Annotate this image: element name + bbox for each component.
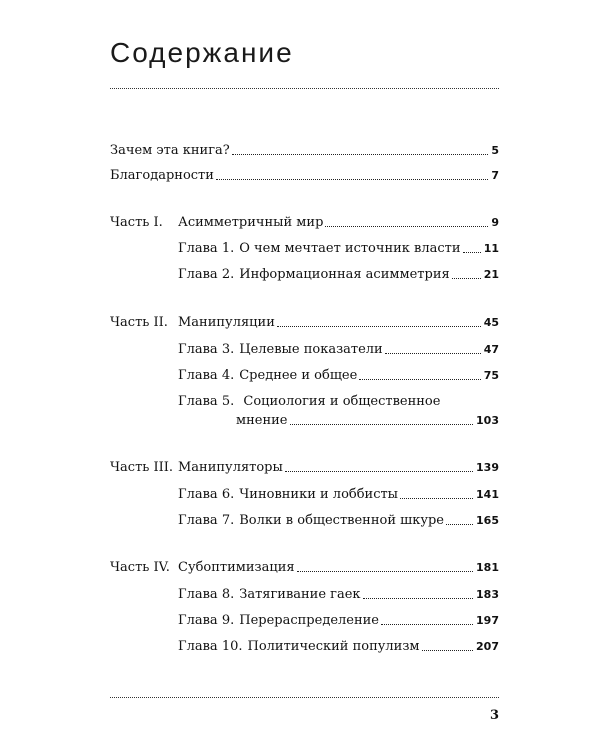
chapter-title: Целевые показатели — [239, 342, 383, 357]
toc-chapter-7[interactable] — [178, 513, 499, 529]
chapter-title: Среднее и общее — [239, 368, 358, 383]
part-title: Манипуляторы — [178, 460, 283, 475]
page-title: Содержание — [110, 37, 294, 68]
toc-chapter-9[interactable] — [178, 613, 499, 629]
part-page: 9 — [491, 216, 499, 229]
toc-part-2[interactable] — [110, 315, 499, 331]
chapter-label: Глава 9. — [178, 613, 235, 628]
toc-chapter-5[interactable] — [178, 394, 499, 429]
toc-entry-title: Зачем эта книга? — [110, 143, 230, 158]
chapter-title: О чем мечтает источник власти — [239, 241, 461, 256]
dot-leader — [285, 471, 473, 472]
part-page: 45 — [483, 316, 499, 329]
chapter-label: Глава 7. — [178, 513, 235, 528]
dot-leader — [232, 154, 489, 155]
toc-entry[interactable] — [110, 143, 499, 159]
chapter-label: Глава 1. — [178, 241, 235, 256]
chapter-title: Волки в общественной шкуре — [239, 513, 444, 528]
chapter-title-cont: мнение — [236, 413, 288, 428]
chapter-page: 11 — [483, 242, 499, 255]
chapter-page: 183 — [476, 588, 499, 601]
toc-entry[interactable] — [110, 168, 499, 184]
chapter-label: Глава 3. — [178, 342, 235, 357]
dot-leader — [277, 326, 481, 327]
dot-leader — [385, 353, 481, 354]
dot-leader — [400, 498, 473, 499]
dot-leader — [463, 252, 481, 253]
chapter-label: Глава 2. — [178, 267, 235, 282]
chapter-title: Политический популизм — [247, 639, 420, 654]
chapter-page: 165 — [476, 514, 499, 527]
toc-chapter-4[interactable] — [178, 368, 499, 384]
chapter-page: 21 — [483, 268, 499, 281]
part-title: Субоптимизация — [178, 560, 295, 575]
chapter-title: Чиновники и лоббисты — [239, 487, 399, 502]
chapter-label: Глава 5. — [178, 394, 235, 409]
part-title: Манипуляции — [178, 315, 275, 330]
chapter-label: Глава 6. — [178, 487, 235, 502]
toc-chapter-3[interactable] — [178, 342, 499, 358]
toc-part-1[interactable] — [110, 215, 499, 231]
chapter-page: 141 — [476, 488, 499, 501]
dot-leader — [422, 650, 474, 651]
toc-chapter-2[interactable] — [178, 267, 499, 283]
chapter-line-1 — [178, 394, 499, 410]
part-label: Часть I. — [110, 215, 163, 230]
bottom-divider — [110, 697, 499, 698]
dot-leader — [452, 278, 481, 279]
page-number: 3 — [489, 708, 499, 723]
toc-entry-page: 7 — [491, 169, 499, 182]
dot-leader — [359, 379, 480, 380]
chapter-page: 103 — [476, 414, 499, 427]
part-label: Часть IV. — [110, 560, 170, 575]
chapter-page: 75 — [483, 369, 499, 382]
chapter-line-2 — [178, 413, 499, 429]
dot-leader — [446, 524, 473, 525]
toc-part-4[interactable] — [110, 560, 499, 576]
chapter-label: Глава 10. — [178, 639, 243, 654]
dot-leader — [381, 624, 473, 625]
dot-leader — [325, 226, 488, 227]
chapter-page: 197 — [476, 614, 499, 627]
dot-leader — [290, 424, 474, 425]
toc-part-3[interactable] — [110, 460, 499, 476]
toc-chapter-6[interactable] — [178, 487, 499, 503]
toc-entry-page: 5 — [491, 144, 499, 157]
dot-leader — [297, 571, 473, 572]
chapter-title: Перераспределение — [239, 613, 379, 628]
part-title: Асимметричный мир — [178, 215, 324, 230]
dot-leader — [363, 598, 473, 599]
part-page: 139 — [476, 461, 499, 474]
toc-chapter-1[interactable] — [178, 241, 499, 257]
chapter-page: 207 — [476, 640, 499, 653]
toc-entry-title: Благодарности — [110, 168, 214, 183]
chapter-title: Информационная асимметрия — [239, 267, 450, 282]
part-label: Часть II. — [110, 315, 168, 330]
part-page: 181 — [476, 561, 499, 574]
chapter-title: Затягивание гаек — [239, 587, 361, 602]
chapter-label: Глава 4. — [178, 368, 235, 383]
chapter-title: Социология и общественное — [243, 394, 441, 409]
chapter-label: Глава 8. — [178, 587, 235, 602]
toc-chapter-10[interactable] — [178, 639, 499, 655]
chapter-page: 47 — [483, 343, 499, 356]
dot-leader — [216, 179, 488, 180]
toc-chapter-8[interactable] — [178, 587, 499, 603]
part-label: Часть III. — [110, 460, 174, 475]
